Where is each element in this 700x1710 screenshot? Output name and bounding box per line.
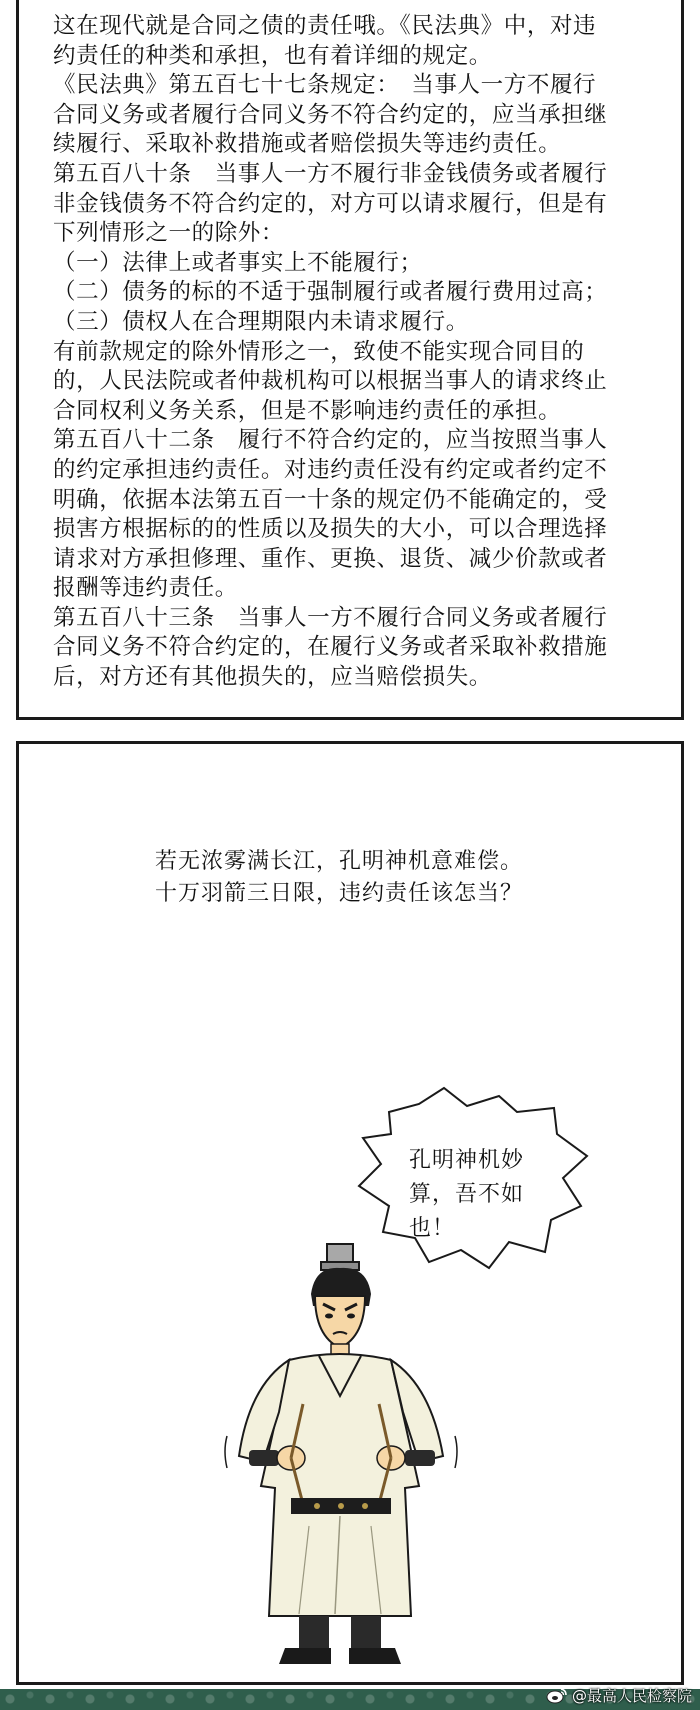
speech-bubble-text [409,1144,549,1246]
legal-line: 后，对方还有其他损失的，应当赔偿损失。 [53,664,492,691]
legal-line: 明确，依据本法第五百一十条的规定仍不能确定的，受 [53,486,608,513]
legal-line: （二）债务的标的不适于强制履行或者履行费用过高； [53,279,608,306]
legal-line: 损害方根据标的的性质以及损失的大小，可以合理选择 [53,516,608,543]
watermark-text: @最高人民检察院 [571,1686,692,1705]
narration-line: 若无浓雾满长江，孔明神机意难偿。 [155,849,524,874]
narration-line: 十万羽箭三日限，违约责任该怎当？ [155,881,524,906]
legal-line: 《民法典》第五百七十七条规定： 当事人一方不履行 [53,72,597,99]
zhou-yu-figure [219,1236,469,1676]
legal-line: 第五百八十二条 履行不符合约定的，应当按照当事人 [53,427,608,454]
legal-line: 请求对方承担修理、重作、更换、退货、减少价款或者 [53,545,608,572]
bubble-line: 算，吾不如 [409,1182,525,1207]
legal-line: 下列情形之一的除外： [53,220,285,247]
legal-line: 续履行、采取补救措施或者赔偿损失等违约责任。 [53,131,562,158]
legal-line: 报酬等违约责任。 [53,575,238,602]
comic-panel [16,741,684,1685]
legal-line: （一）法律上或者事实上不能履行； [53,249,423,276]
legal-text-panel [16,0,684,720]
legal-line: 这在现代就是合同之债的责任哦。《民法典》中，对违 [53,13,597,39]
legal-line: 第五百八十条 当事人一方不履行非金钱债务或者履行 [53,160,608,187]
legal-line: 的约定承担违约责任。对违约责任没有约定或者约定不 [53,456,608,483]
narration-text [155,846,575,910]
legal-line: 合同权利义务关系，但是不影响违约责任的承担。 [53,397,562,424]
legal-text-body [53,12,663,693]
legal-line: 合同义务不符合约定的，在履行义务或者采取补救措施 [53,634,608,661]
watermark [546,1683,692,1707]
legal-line: 合同义务或者履行合同义务不符合约定的，应当承担继 [53,101,608,128]
legal-line: （三）债权人在合理期限内未请求履行。 [53,308,469,335]
weibo-icon [546,1686,568,1704]
legal-line: 第五百八十三条 当事人一方不履行合同义务或者履行 [53,604,608,631]
character-figure-icon [219,1236,469,1676]
legal-line: 的，人民法院或者仲裁机构可以根据当事人的请求终止 [53,368,608,395]
legal-line: 约责任的种类和承担，也有着详细的规定。 [53,42,492,69]
bubble-line: 孔明神机妙 [409,1148,525,1173]
legal-line: 非金钱债务不符合约定的，对方可以请求履行，但是有 [53,190,608,217]
bubble-line: 也！ [409,1216,456,1241]
legal-line: 有前款规定的除外情形之一，致使不能实现合同目的 [53,338,585,365]
